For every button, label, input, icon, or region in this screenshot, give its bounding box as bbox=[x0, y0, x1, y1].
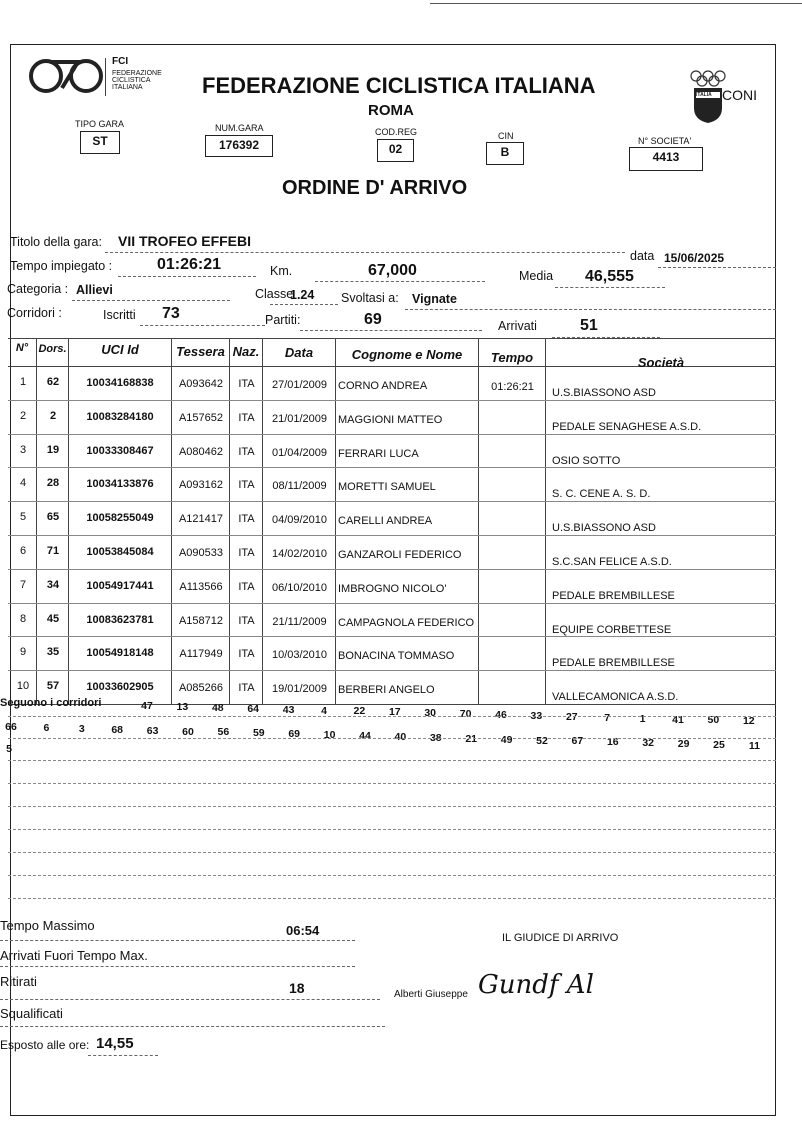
seguono-number: 67 bbox=[571, 735, 584, 748]
cell-tessera: A093162 bbox=[178, 479, 224, 492]
seguono-number: 70 bbox=[459, 708, 472, 721]
cell-n: 7 bbox=[19, 578, 27, 591]
societa-code-box: 4413 bbox=[629, 147, 703, 171]
cell-uci: 10054917441 bbox=[86, 579, 154, 592]
seguono-number: 1 bbox=[639, 712, 646, 725]
cell-uci: 10033602905 bbox=[86, 681, 154, 694]
seguono-number: 3 bbox=[78, 722, 85, 735]
cell-uci: 10034168838 bbox=[86, 377, 154, 389]
row-divider bbox=[8, 670, 776, 671]
cell-n: 1 bbox=[19, 376, 27, 388]
ritirati-underline bbox=[0, 999, 380, 1000]
cell-dors: 65 bbox=[46, 511, 60, 524]
cell-n: 3 bbox=[19, 443, 27, 456]
cell-tessera: A158712 bbox=[178, 614, 224, 627]
squalificati-underline bbox=[0, 1026, 385, 1027]
seguono-number: 16 bbox=[606, 736, 619, 749]
partiti-value: 69 bbox=[364, 311, 382, 328]
empty-line bbox=[8, 852, 776, 853]
cell-uci: 10034133876 bbox=[86, 478, 154, 491]
svoltasi-value: Vignate bbox=[412, 292, 457, 306]
row-divider bbox=[8, 603, 776, 604]
cell-societa: PEDALE SENAGHESE A.S.D. bbox=[552, 420, 702, 433]
seguono-number: 5 bbox=[6, 743, 12, 755]
seguono-number: 47 bbox=[141, 700, 153, 712]
cell-data: 21/11/2009 bbox=[272, 615, 327, 628]
coni-shield-text: ITALIA bbox=[696, 92, 712, 98]
col-divider bbox=[262, 338, 263, 704]
tempo-massimo-underline bbox=[0, 940, 355, 941]
page-title: FEDERAZIONE CICLISTICA ITALIANA bbox=[202, 73, 596, 98]
seguono-number: 40 bbox=[394, 730, 407, 743]
cell-tessera: A157652 bbox=[178, 411, 224, 424]
cell-societa: S.C.SAN FELICE A.S.D. bbox=[552, 556, 672, 568]
cell-naz: ITA bbox=[238, 682, 255, 695]
col-header-data: Data bbox=[284, 345, 314, 360]
col-divider bbox=[36, 338, 37, 704]
cell-nome: MAGGIONI MATTEO bbox=[338, 413, 443, 426]
document-title: ORDINE D' ARRIVO bbox=[282, 177, 468, 199]
cell-uci: 10083284180 bbox=[86, 410, 154, 423]
tempo-label: Tempo impiegato : bbox=[10, 259, 113, 273]
empty-line bbox=[8, 875, 776, 876]
col-header-tessera: Tessera bbox=[176, 344, 225, 359]
tipo-gara-box: ST bbox=[80, 131, 120, 154]
cell-naz: ITA bbox=[238, 378, 255, 390]
data-underline bbox=[658, 267, 776, 268]
cell-nome: GANZAROLI FEDERICO bbox=[338, 549, 462, 561]
seguono-number: 49 bbox=[500, 733, 513, 746]
esposto-underline bbox=[88, 1055, 158, 1056]
cell-societa: PEDALE BREMBILLESE bbox=[552, 657, 675, 670]
cell-societa: S. C. CENE A. S. D. bbox=[552, 488, 651, 501]
cod-reg-box: 02 bbox=[377, 139, 414, 162]
cell-dors: 28 bbox=[46, 477, 60, 490]
seguono-number: 43 bbox=[282, 703, 295, 716]
table-bottom-border bbox=[8, 704, 776, 705]
fci-logo-icon bbox=[26, 52, 108, 98]
seguono-number: 68 bbox=[111, 723, 124, 736]
seguono-number: 11 bbox=[748, 739, 760, 752]
empty-line bbox=[8, 829, 776, 830]
coni-label: CONI bbox=[722, 87, 757, 103]
fci-label: FCI bbox=[112, 56, 129, 67]
cell-societa: EQUIPE CORBETTESE bbox=[552, 623, 672, 636]
seguono-number: 66 bbox=[5, 721, 17, 733]
seguono-number: 7 bbox=[604, 711, 611, 724]
ritirati-label: Ritirati bbox=[0, 974, 37, 989]
col-divider bbox=[335, 338, 336, 704]
cell-naz: ITA bbox=[238, 648, 255, 661]
empty-line bbox=[8, 806, 776, 807]
col-header-uci: UCI Id bbox=[101, 342, 139, 357]
svoltasi-underline bbox=[405, 309, 776, 310]
cell-naz: ITA bbox=[238, 547, 255, 559]
media-label: Media bbox=[519, 269, 554, 283]
row-divider bbox=[8, 501, 776, 502]
seguono-number: 27 bbox=[565, 710, 578, 723]
seguono-number: 22 bbox=[353, 705, 366, 718]
col-divider bbox=[229, 338, 230, 704]
cin-label: CIN bbox=[498, 131, 514, 141]
seguono-number: 10 bbox=[323, 729, 336, 742]
seguono-number: 56 bbox=[217, 726, 230, 739]
cell-dors: 57 bbox=[46, 680, 60, 693]
cell-dors: 71 bbox=[46, 545, 60, 557]
tempo-underline bbox=[118, 276, 256, 277]
cell-uci: 10033308467 bbox=[86, 444, 154, 457]
cell-nome: CAMPAGNOLA FEDERICO bbox=[338, 616, 475, 629]
fci-fullname: FEDERAZIONE CICLISTICA ITALIANA bbox=[112, 70, 162, 91]
partiti-underline bbox=[300, 330, 482, 331]
cell-data: 04/09/2010 bbox=[271, 514, 328, 527]
cell-tessera: A093642 bbox=[178, 378, 224, 390]
seguono-number: 48 bbox=[211, 701, 224, 714]
cell-uci: 10053845084 bbox=[86, 546, 154, 558]
fuori-tempo-label: Arrivati Fuori Tempo Max. bbox=[0, 948, 148, 963]
col-divider bbox=[478, 338, 479, 704]
giudice-label: IL GIUDICE DI ARRIVO bbox=[502, 932, 619, 944]
km-label: Km. bbox=[270, 264, 293, 278]
tempo-massimo-value: 06:54 bbox=[286, 923, 320, 938]
seguono-number: 29 bbox=[677, 738, 690, 751]
seguono-number: 60 bbox=[182, 725, 194, 738]
cell-uci: 10083623781 bbox=[86, 613, 154, 626]
col-divider bbox=[545, 338, 546, 704]
cod-reg-label: COD.REG bbox=[375, 127, 418, 137]
row-divider bbox=[8, 400, 776, 401]
iscritti-underline bbox=[140, 325, 265, 326]
ritirati-value: 18 bbox=[289, 980, 305, 996]
cell-data: 27/01/2009 bbox=[271, 379, 328, 391]
squalificati-label: Squalificati bbox=[0, 1006, 63, 1021]
seguono-number: 4 bbox=[321, 704, 327, 717]
arrivati-label: Arrivati bbox=[498, 319, 537, 333]
classe-value: 1.24 bbox=[290, 288, 315, 302]
seguono-number: 41 bbox=[672, 713, 684, 726]
cell-n: 9 bbox=[19, 646, 27, 659]
cell-tessera: A117949 bbox=[179, 648, 223, 661]
row-divider bbox=[8, 434, 776, 435]
cell-societa: U.S.BIASSONO ASD bbox=[552, 387, 656, 399]
titolo-label: Titolo della gara: bbox=[10, 235, 102, 249]
giudice-name: Alberti Giuseppe bbox=[394, 989, 468, 1000]
seguono-number: 52 bbox=[536, 734, 548, 747]
cell-societa: OSIO SOTTO bbox=[552, 454, 621, 467]
seguono-line bbox=[8, 716, 776, 717]
cell-tessera: A085266 bbox=[178, 682, 224, 695]
col-header-naz: Naz. bbox=[232, 344, 260, 359]
cell-naz: ITA bbox=[238, 411, 255, 424]
partiti-label: Partiti: bbox=[265, 313, 301, 327]
cell-societa: VALLECAMONICA A.S.D. bbox=[552, 691, 679, 704]
data-label: data bbox=[630, 249, 655, 263]
categoria-underline bbox=[72, 300, 230, 301]
col-header-n: N° bbox=[15, 342, 29, 354]
city-label: ROMA bbox=[368, 102, 414, 119]
cell-tessera: A121417 bbox=[178, 513, 224, 526]
svoltasi-label: Svoltasi a: bbox=[341, 291, 399, 305]
row-divider bbox=[8, 636, 776, 637]
classe-label: Classe bbox=[255, 287, 294, 301]
seguono-label: Seguono i corridori bbox=[0, 697, 102, 709]
seguono-line bbox=[8, 738, 776, 739]
corridori-label: Corridori : bbox=[7, 306, 62, 320]
iscritti-label: Iscritti bbox=[103, 308, 136, 322]
classe-underline bbox=[270, 304, 338, 305]
empty-line bbox=[8, 898, 776, 899]
col-header-tempo: Tempo bbox=[490, 350, 534, 365]
cell-nome: CARELLI ANDREA bbox=[338, 515, 433, 528]
seguono-number: 32 bbox=[642, 737, 655, 750]
cell-data: 10/03/2010 bbox=[271, 649, 328, 662]
cell-tessera: A090533 bbox=[178, 547, 224, 559]
tempo-value: 01:26:21 bbox=[157, 256, 222, 273]
cell-dors: 19 bbox=[46, 443, 60, 456]
titolo-value: VII TROFEO EFFEBI bbox=[118, 233, 252, 249]
seguono-number: 25 bbox=[713, 739, 725, 751]
cell-data: 19/01/2009 bbox=[271, 683, 328, 696]
col-header-dors: Dors. bbox=[38, 343, 67, 355]
arrivati-value: 51 bbox=[580, 317, 598, 334]
col-header-nome: Cognome e Nome bbox=[351, 347, 463, 362]
cell-uci: 10054918148 bbox=[86, 647, 154, 660]
fuori-tempo-underline bbox=[0, 966, 355, 967]
categoria-label: Categoria : bbox=[7, 282, 69, 296]
seguono-number: 44 bbox=[359, 730, 371, 742]
seguono-number: 30 bbox=[424, 707, 437, 720]
seguono-number: 38 bbox=[429, 731, 442, 744]
seguono-number: 17 bbox=[388, 706, 401, 719]
seguono-number: 63 bbox=[146, 724, 159, 737]
seguono-number: 6 bbox=[43, 721, 50, 734]
logo-divider bbox=[105, 58, 106, 96]
cell-naz: ITA bbox=[238, 513, 255, 526]
num-gara-label: NUM.GARA bbox=[215, 123, 264, 133]
cell-data: 01/04/2009 bbox=[271, 446, 328, 459]
cell-data: 08/11/2009 bbox=[272, 480, 327, 493]
cell-data: 21/01/2009 bbox=[271, 412, 328, 425]
cell-nome: BERBERI ANGELO bbox=[338, 684, 435, 697]
cell-tessera: A113566 bbox=[179, 580, 223, 593]
seguono-number: 69 bbox=[288, 728, 301, 741]
cell-dors: 34 bbox=[46, 578, 60, 591]
media-underline bbox=[555, 287, 665, 288]
cell-data: 14/02/2010 bbox=[271, 548, 328, 560]
cell-dors: 2 bbox=[49, 409, 57, 422]
esposto-value: 14,55 bbox=[96, 1035, 134, 1052]
cell-nome: BONACINA TOMMASO bbox=[338, 650, 455, 663]
tempo-massimo-label: Tempo Massimo bbox=[0, 918, 95, 933]
col-header-societa: Società bbox=[637, 355, 685, 370]
seguono-line bbox=[8, 760, 776, 761]
empty-line bbox=[8, 783, 776, 784]
cell-nome: FERRARI LUCA bbox=[338, 447, 419, 460]
seguono-number: 59 bbox=[252, 727, 265, 740]
seguono-number: 13 bbox=[176, 700, 189, 713]
cell-uci: 10058255049 bbox=[86, 512, 154, 525]
cin-box: B bbox=[486, 142, 524, 165]
cell-n: 6 bbox=[19, 545, 27, 557]
titolo-underline bbox=[105, 252, 625, 253]
km-value: 67,000 bbox=[368, 262, 417, 279]
row-divider bbox=[8, 535, 776, 536]
cell-dors: 35 bbox=[46, 646, 60, 659]
row-divider bbox=[8, 467, 776, 468]
km-underline bbox=[315, 281, 485, 282]
seguono-number: 12 bbox=[742, 715, 755, 728]
col-divider bbox=[68, 338, 69, 704]
categoria-value: Allievi bbox=[76, 283, 113, 297]
cell-nome: MORETTI SAMUEL bbox=[338, 481, 436, 494]
seguono-number: 64 bbox=[247, 702, 260, 715]
cell-dors: 62 bbox=[46, 376, 60, 388]
seguono-number: 21 bbox=[465, 732, 478, 745]
cell-naz: ITA bbox=[238, 580, 255, 593]
societa-code-label: N° SOCIETA' bbox=[638, 136, 692, 146]
cell-societa: PEDALE BREMBILLESE bbox=[552, 589, 675, 602]
cell-naz: ITA bbox=[238, 445, 255, 458]
top-scan-line bbox=[430, 3, 802, 4]
cell-dors: 45 bbox=[46, 612, 60, 625]
iscritti-value: 73 bbox=[162, 305, 180, 322]
cell-n: 5 bbox=[19, 511, 27, 524]
cell-tempo: 01:26:21 bbox=[491, 381, 534, 393]
seguono-number: 50 bbox=[707, 714, 720, 727]
table-top-border bbox=[8, 338, 776, 339]
cell-tessera: A080462 bbox=[178, 445, 224, 458]
num-gara-box: 176392 bbox=[205, 135, 273, 157]
cell-naz: ITA bbox=[238, 614, 255, 627]
cell-data: 06/10/2010 bbox=[271, 581, 328, 594]
cell-nome: IMBROGNO NICOLO' bbox=[338, 582, 447, 595]
seguono-number: 46 bbox=[495, 709, 507, 721]
cell-nome: CORNO ANDREA bbox=[338, 380, 428, 392]
row-divider bbox=[8, 569, 776, 570]
cell-n: 10 bbox=[16, 680, 30, 693]
cell-n: 4 bbox=[19, 477, 27, 490]
data-value: 15/06/2025 bbox=[664, 251, 725, 265]
tipo-gara-label: TIPO GARA bbox=[75, 119, 125, 129]
media-value: 46,555 bbox=[585, 268, 634, 285]
cell-n: 8 bbox=[19, 612, 27, 625]
cell-naz: ITA bbox=[238, 479, 255, 492]
esposto-label: Esposto alle ore: bbox=[0, 1038, 90, 1052]
col-divider bbox=[171, 338, 172, 704]
seguono-number: 33 bbox=[530, 709, 543, 722]
cell-societa: U.S.BIASSONO ASD bbox=[552, 522, 656, 535]
cell-n: 2 bbox=[19, 409, 27, 422]
judge-signature: Gundf Al bbox=[478, 970, 594, 1000]
